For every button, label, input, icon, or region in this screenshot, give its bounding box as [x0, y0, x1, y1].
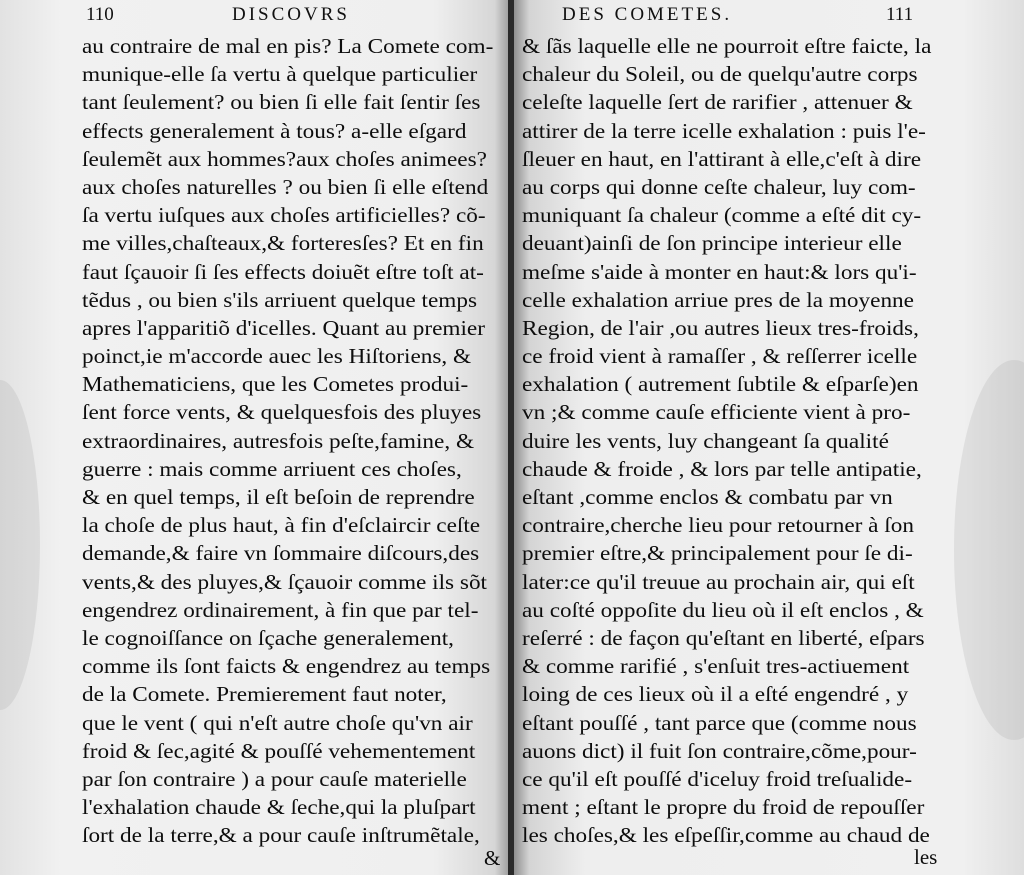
text-line: ment ; eſtant le propre du froid de repouſſer [522, 795, 925, 820]
left-running-head: DISCOVRS [232, 4, 350, 25]
text-line: Mathematiciens, que les Cometes produi- [82, 372, 469, 397]
left-folio: 110 [86, 4, 114, 25]
text-line: & en quel temps, il eſt beſoin de reprendre [82, 485, 475, 509]
text-line: deuant)ainſi de ſon principe interieur elle [522, 231, 902, 256]
text-line: effects generalement à tous? a-elle eſgard [82, 118, 467, 143]
text-line: Region, de l'air ,ou autres lieux tres-froids, [522, 315, 919, 340]
text-line: contraire,cherche lieu pour retourner à ſon [522, 513, 914, 538]
text-line: eſtant pouſſé , tant parce que (comme nous [522, 710, 917, 735]
text-line: vents,& des pluyes,& ſçauoir comme ils sõt [82, 569, 488, 594]
text-line: ce froid vient à ramaſſer , & reſſerrer icelle [522, 344, 918, 369]
text-line: ſeulemẽt aux hommes?aux choſes animees? [82, 146, 487, 171]
text-line: chaleur du Soleil, ou de quelqu'autre corps [522, 62, 918, 87]
text-line: tẽdus , ou bien s'ils arriuent quelque temps [82, 287, 477, 312]
text-line: ſort de la terre,& a pour cauſe inſtrumẽtale, [82, 823, 480, 848]
text-line: meſme s'aide à monter en haut:& lors qu'i- [522, 259, 917, 284]
text-line: loing de ces lieux où il a eſté engendré , y [522, 682, 909, 707]
text-line: au contraire de mal en pis? La Comete com- [82, 34, 494, 58]
text-line: froid & ſec,agité & pouſſé vehementement [82, 738, 476, 763]
text-line: munique-elle ſa vertu à quelque particulier [82, 62, 478, 87]
text-line: later:ce qu'il treuue au prochain air, qui eſt [522, 569, 915, 594]
text-line: reſerré : de façon qu'eſtant en liberté, eſpars [522, 625, 925, 650]
text-line: les choſes,& les eſpeſſir,comme au chaud de [522, 823, 930, 848]
text-line: guerre : mais comme arriuent ces choſes, [82, 456, 462, 481]
right-page [514, 0, 1024, 875]
text-line: le cognoiſſance on ſçache generalement, [82, 625, 454, 650]
text-line: ſent force vents, & quelquesfois des pluyes [82, 400, 482, 425]
text-line: au corps qui donne ceſte chaleur, luy com- [522, 174, 916, 199]
text-line: premier eſtre,& principalement pour ſe di- [522, 541, 913, 566]
text-line: que le vent ( qui n'eſt autre choſe qu'vn air [82, 710, 473, 735]
text-line: extraordinaires, autresfois peſte,famine, & [82, 428, 475, 453]
text-line: eſtant ,comme enclos & combatu par vn [522, 485, 893, 509]
right-folio: 111 [886, 4, 914, 25]
left-page-text [82, 32, 502, 849]
text-line: attirer de la terre icelle exhalation : puis l'e- [522, 118, 926, 143]
text-line: celle exhalation arriue pres de la moyenne [522, 287, 914, 312]
text-line: aux choſes naturelles ? ou bien ſi elle eſtend [82, 174, 489, 199]
text-line: celeſte laquelle ſert de rarifier , attenuer & [522, 90, 913, 115]
text-line: exhalation ( autrement ſubtile & eſparſe)en [522, 372, 919, 397]
text-line: & comme rarifié , s'enſuit tres-actiuement [522, 654, 910, 679]
text-line: par ſon contraire ) a pour cauſe materielle [82, 766, 467, 791]
text-line: duire les vents, luy changeant ſa qualité [522, 428, 889, 453]
page-stain [0, 380, 40, 710]
text-line: engendrez ordinairement, à fin que par tel- [82, 597, 479, 622]
text-line: me villes,chaſteaux,& forteresſes? Et en fin [82, 231, 484, 256]
text-line: ſa vertu iuſques aux choſes artificielles? cõ- [82, 203, 486, 228]
text-line: ce qu'il eſt pouſſé d'iceluy froid treſualide- [522, 766, 913, 791]
right-running-head: DES COMETES. [562, 4, 733, 25]
text-line: au coſté oppoſite du lieu où il eſt enclos , & [522, 597, 924, 622]
text-line: demande,& faire vn ſommaire diſcours,des [82, 541, 480, 566]
left-catchword: & [484, 846, 501, 870]
text-line: comme ils ſont faicts & engendrez au temps [82, 654, 491, 679]
text-line: ſleuer en haut, en l'attirant à elle,c'eſt à dire [522, 146, 922, 171]
right-catchword: les [914, 845, 938, 869]
text-line: apres l'apparitiõ d'icelles. Quant au premier [82, 315, 485, 340]
text-line: tant ſeulement? ou bien ſi elle fait ſentir ſes [82, 90, 481, 115]
text-line: poinct,ie m'accorde auec les Hiſtoriens, & [82, 344, 472, 369]
text-line: l'exhalation chaude & ſeche,qui la pluſpart [82, 795, 476, 820]
text-line: muniquant ſa chaleur (comme a eſté dit cy- [522, 203, 922, 228]
right-page-text [522, 32, 1010, 849]
text-line: la choſe de plus haut, à fin d'eſclaircir ceſte [82, 513, 481, 538]
text-line: & ſãs laquelle elle ne pourroit eſtre faicte, la [522, 34, 932, 58]
text-line: faut ſçauoir ſi ſes effects doiuẽt eſtre toſt at- [82, 259, 484, 284]
text-line: auons dict) il fuit ſon contraire,cõme,pour- [522, 738, 917, 763]
left-page [0, 0, 510, 875]
text-line: vn ;& comme cauſe efficiente vient à pro- [522, 400, 911, 425]
text-line: chaude & froide , & lors par telle antipatie, [522, 456, 922, 481]
text-line: de la Comete. Premierement faut noter, [82, 682, 447, 707]
